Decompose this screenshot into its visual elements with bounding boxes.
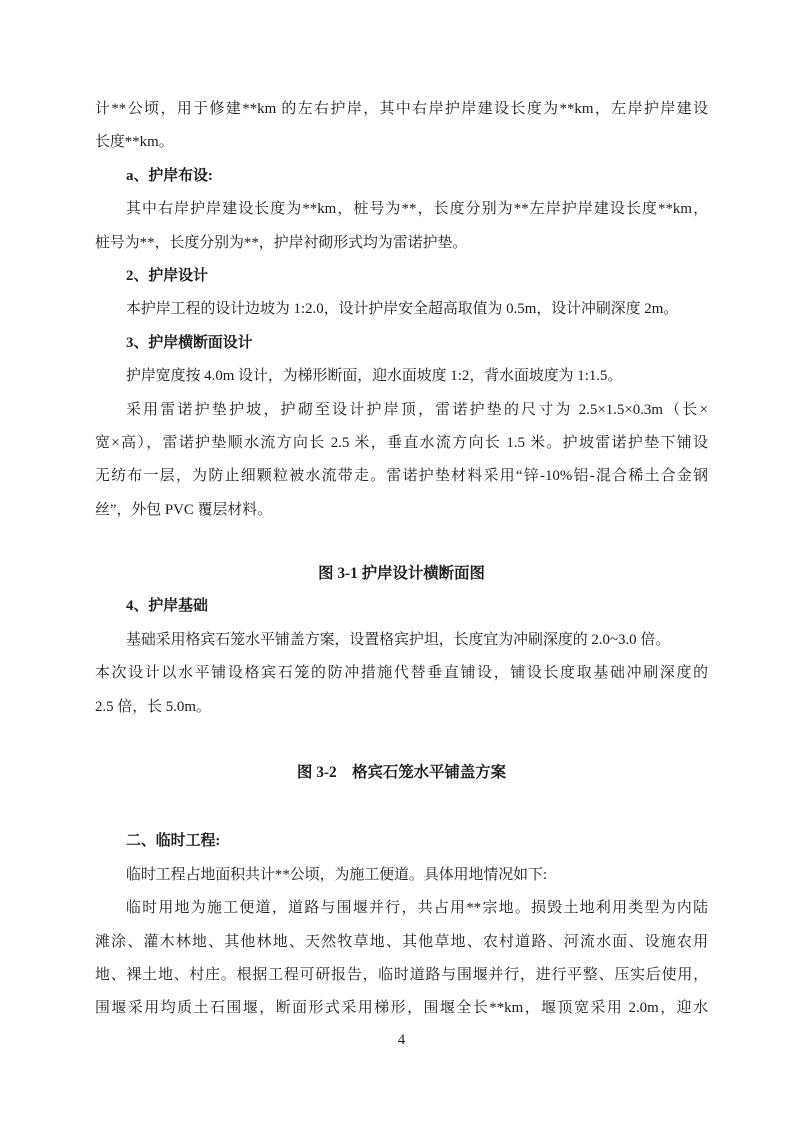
section-heading: 2、护岸设计 (126, 267, 208, 284)
paragraph-line: 地、裸土地、村庄。根据工程可研报告，临时道路与围堰并行，进行平整、压实后使用， (95, 966, 708, 983)
paragraph-line: 宽×高），雷诺护垫顺水流方向长 2.5 米，垂直水流方向长 1.5 米。护坡雷诺护垫下铺设 (95, 434, 708, 451)
paragraph-line: 丝”，外包 PVC 覆层材料。 (95, 501, 273, 518)
paragraph-line: 临时工程占地面积共计**公顷，为施工便道。具体用地情况如下: (126, 866, 548, 883)
paragraph-line: 滩涂、灌木林地、其他林地、天然牧草地、其他草地、农村道路、河流水面、设施农用 (95, 933, 708, 950)
paragraph-line: 无纺布一层，为防止细颗粒被水流带走。雷诺护垫材料采用“锌-10%铝-混合稀土合金钢 (95, 468, 708, 485)
paragraph-line: 临时用地为施工便道，道路与围堰并行，共占用**宗地。损毁土地利用类型为内陆 (126, 900, 708, 917)
paragraph-line: 围堰采用均质土石围堰，断面形式采用梯形，围堰全长**km，堰顶宽采用 2.0m，迎水 (95, 1000, 708, 1017)
paragraph-line: 桩号为**，长度分别为**，护岸衬砌形式均为雷诺护垫。 (95, 234, 468, 251)
figure-caption: 图 3-1 护岸设计横断面图 (318, 565, 485, 583)
section-heading: 二、临时工程: (126, 833, 221, 850)
section-heading: 3、护岸横断面设计 (126, 334, 253, 351)
figure-caption: 图 3-2 格宾石笼水平铺盖方案 (296, 764, 507, 782)
section-heading: 4、护岸基础 (126, 598, 208, 615)
paragraph-line: 采用雷诺护垫护坡，护砌至设计护岸顶，雷诺护垫的尺寸为 2.5×1.5×0.3m（长× (126, 401, 708, 418)
paragraph-line: 长度**km。 (95, 134, 174, 151)
section-heading: a、护岸布设: (126, 167, 213, 184)
paragraph-line: 2.5 倍，长 5.0m。 (95, 698, 211, 715)
paragraph-line: 护岸宽度按 4.0m 设计，为梯形断面，迎水面坡度 1:2，背水面坡度为 1:1.5。 (126, 368, 623, 385)
paragraph-line: 基础采用格宾石笼水平铺盖方案，设置格宾护坦，长度宜为冲刷深度的 2.0~3.0 倍。 (126, 631, 671, 648)
paragraph-line: 其中右岸护岸建设长度为**km，桩号为**，长度分别为**左岸护岸建设长度**km， (126, 201, 708, 218)
paragraph-line: 本次设计以水平铺设格宾石笼的防冲措施代替垂直铺设，铺设长度取基础冲刷深度的 (95, 665, 708, 682)
paragraph-line: 本护岸工程的设计边坡为 1:2.0，设计护岸安全超高取值为 0.5m，设计冲刷深度 2m。 (126, 301, 679, 318)
document-body (95, 93, 708, 1026)
paragraph-line: 计**公顷，用于修建**km 的左右护岸，其中右岸护岸建设长度为**km，左岸护岸建设 (95, 101, 708, 117)
page-number: 4 (397, 1032, 406, 1048)
